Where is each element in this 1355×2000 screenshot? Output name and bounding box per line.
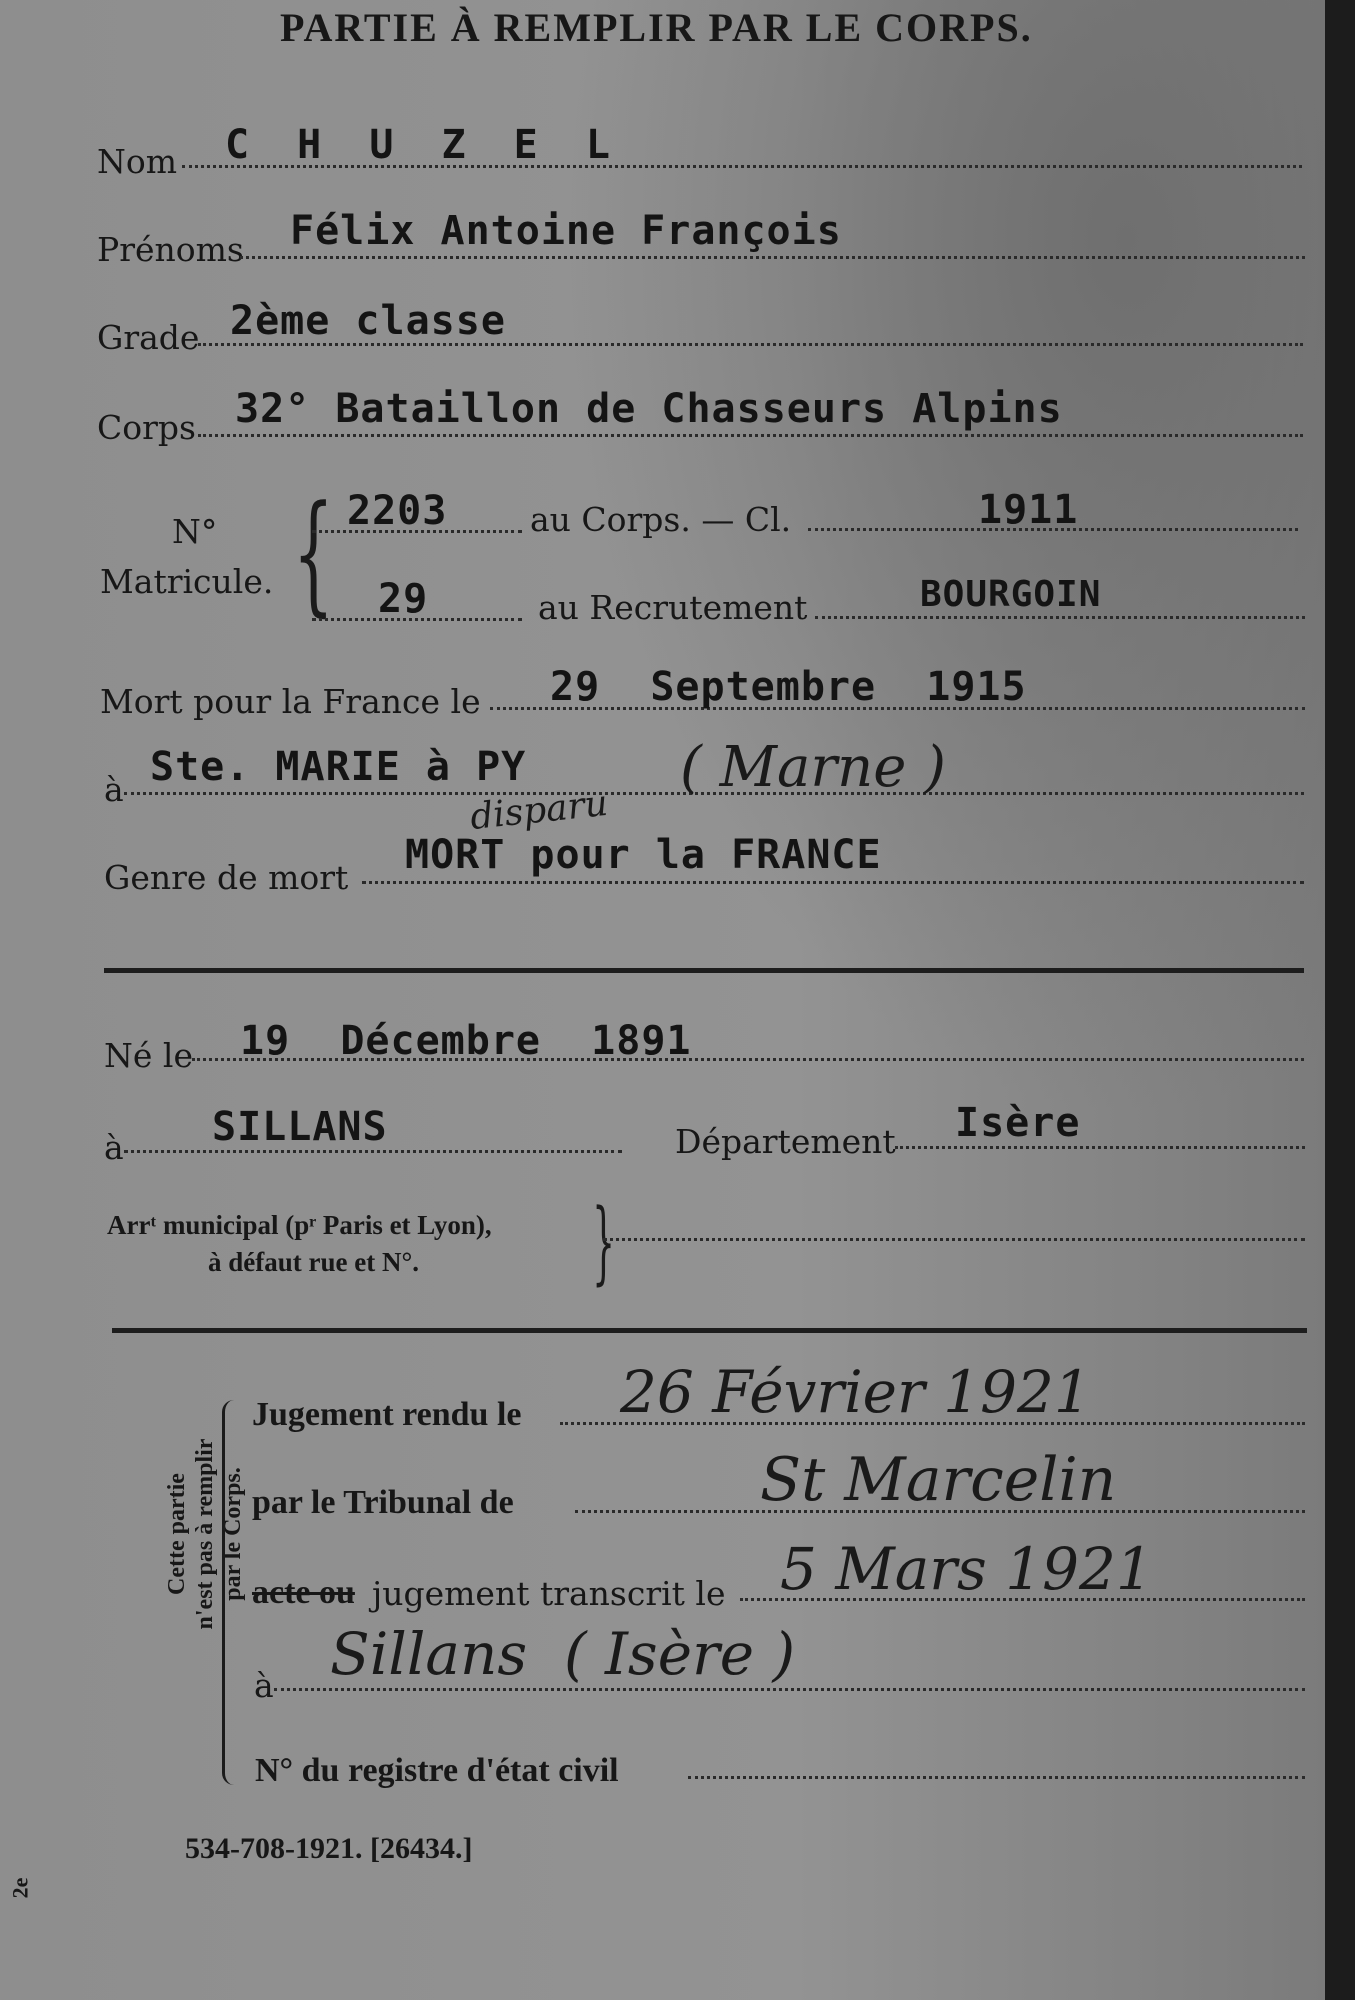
value-genre: MORT pour la FRANCE — [405, 832, 882, 878]
label-no: N° — [172, 512, 218, 551]
label-a-lieu-mort: à — [104, 770, 124, 809]
value-lieu-mort-hand: ( Marne ) — [680, 735, 946, 800]
label-arr-line1: Arrᵗ municipal (pʳ Paris et Lyon), — [107, 1210, 492, 1240]
value-transcrit-lieu: Sillans ( Isère ) — [330, 1620, 796, 1688]
label-prenoms: Prénoms — [97, 230, 244, 269]
value-corps: 32° Bataillon de Chasseurs Alpins — [235, 386, 1063, 432]
section-rule-2 — [112, 1328, 1307, 1333]
value-jugement-date: 26 Février 1921 — [620, 1358, 1091, 1426]
line-arrondissement — [603, 1238, 1305, 1241]
line-genre — [362, 881, 1304, 884]
value-date-mort: 29 Septembre 1915 — [550, 664, 1027, 710]
label-acte-ou: acte ou — [252, 1574, 355, 1611]
label-ne-le: Né le — [104, 1036, 193, 1075]
value-matricule-corps: 2203 — [347, 488, 448, 534]
line-transcrit-lieu — [274, 1688, 1305, 1691]
label-jugement: Jugement rendu le — [252, 1396, 522, 1433]
side-note-line1: Cette partie — [164, 1473, 190, 1595]
label-grade: Grade — [97, 318, 200, 357]
label-registre: N° du registre d'état civil — [255, 1752, 619, 1789]
value-recrutement: BOURGOIN — [920, 574, 1102, 615]
label-au-corps: au Corps. — Cl. — [530, 500, 792, 539]
margin-mark: 2e — [7, 1877, 33, 1899]
line-prenoms — [240, 256, 1305, 259]
line-lieu-naissance — [124, 1150, 622, 1153]
side-note-line3: par le Corps. — [220, 1467, 246, 1601]
label-transcrit: jugement transcrit le — [372, 1574, 726, 1613]
value-lieu-mort: Ste. MARIE à PY — [150, 744, 527, 790]
label-genre: Genre de mort — [104, 858, 349, 897]
value-nom: C H U Z E L — [225, 122, 622, 168]
side-note-line2: n'est pas à remplir — [192, 1438, 218, 1630]
label-corps: Corps — [97, 408, 196, 447]
footer-code: 534-708-1921. [26434.] — [185, 1832, 473, 1865]
label-arr-line2: à défaut rue et N°. — [208, 1247, 420, 1277]
value-tribunal: St Marcelin — [760, 1445, 1117, 1515]
side-bracket — [222, 1400, 239, 1785]
label-matricule: Matricule. — [100, 562, 274, 601]
value-lieu-naissance: SILLANS — [212, 1104, 388, 1150]
line-departement — [895, 1146, 1305, 1149]
value-classe: 1911 — [978, 487, 1079, 533]
line-registre — [688, 1776, 1305, 1779]
label-nom: Nom — [97, 142, 178, 181]
line-corps — [198, 434, 1303, 437]
label-mort-le: Mort pour la France le — [100, 682, 481, 721]
label-tribunal: par le Tribunal de — [252, 1484, 514, 1521]
arr-brace: } — [592, 1190, 616, 1295]
value-date-naissance: 19 Décembre 1891 — [240, 1018, 692, 1064]
label-departement: Département — [675, 1122, 896, 1161]
matricule-brace: { — [292, 477, 335, 629]
value-grade: 2ème classe — [230, 298, 506, 344]
label-a-transcrit: à — [254, 1666, 274, 1705]
value-prenoms: Félix Antoine François — [290, 208, 842, 254]
value-matricule-recrutement: 29 — [378, 576, 429, 622]
value-departement: Isère — [955, 1100, 1081, 1146]
label-a-naissance: à — [104, 1128, 124, 1167]
scan-edge — [1325, 0, 1355, 2000]
value-transcrit-date: 5 Mars 1921 — [780, 1535, 1153, 1603]
section-rule-1 — [104, 968, 1304, 973]
value-disparu-hand: disparu — [468, 782, 610, 839]
label-au-recrutement: au Recrutement — [538, 588, 808, 627]
line-recrutement — [815, 616, 1305, 619]
header-title: PARTIE À REMPLIR PAR LE CORPS. — [280, 5, 1033, 50]
